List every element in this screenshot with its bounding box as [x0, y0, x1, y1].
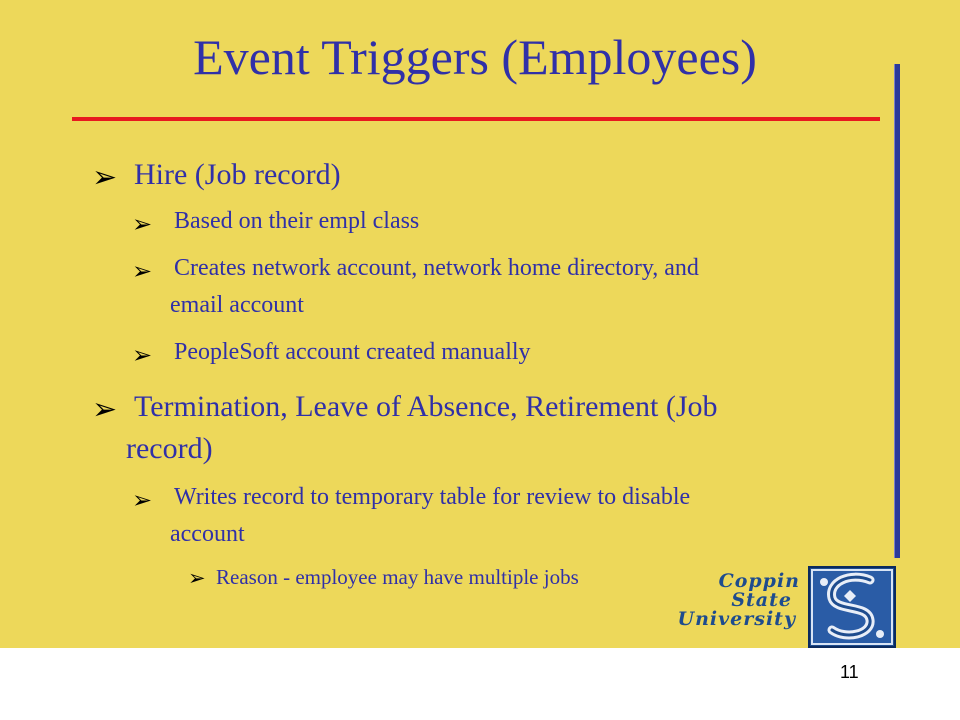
bullet-arrow-icon: ➢ — [92, 392, 118, 427]
bullet-arrow-icon: ➢ — [132, 257, 153, 285]
right-vertical-rule — [894, 64, 900, 558]
bullet-termination-line1: Termination, Leave of Absence, Retirement (Job — [134, 390, 718, 423]
logo-wordmark — [650, 572, 800, 629]
slide-number: 11 — [840, 662, 859, 682]
bullet-termination-line2: record) — [126, 432, 213, 465]
logo-line-state: State — [731, 589, 792, 611]
bullet-arrow-icon: ➢ — [132, 486, 153, 514]
bullet-empl-class: Based on their empl class — [174, 208, 420, 234]
bullet-writes-record-line2: account — [170, 521, 245, 547]
seal-graphic — [810, 568, 894, 646]
bullet-creates-account-line2: email account — [170, 292, 304, 318]
bullet-reason: Reason - employee may have multiple jobs — [216, 565, 579, 589]
title-underline — [72, 117, 880, 121]
slide-title: Event Triggers (Employees) — [193, 29, 757, 85]
logo-line-coppin: Coppin — [718, 570, 800, 592]
bullet-peoplesoft: PeopleSoft account created manually — [174, 339, 531, 365]
logo-line-university: University — [677, 608, 796, 630]
coppin-seal-icon — [808, 566, 896, 648]
bullet-arrow-icon: ➢ — [188, 566, 206, 590]
bullet-arrow-icon: ➢ — [92, 160, 118, 195]
bullet-hire: Hire (Job record) — [134, 158, 341, 191]
bullet-writes-record-line1: Writes record to temporary table for review to disable — [174, 484, 691, 510]
bullet-arrow-icon: ➢ — [132, 341, 153, 369]
bullet-creates-account-line1: Creates network account, network home directory, and — [174, 255, 699, 281]
bullet-arrow-icon: ➢ — [132, 210, 153, 238]
